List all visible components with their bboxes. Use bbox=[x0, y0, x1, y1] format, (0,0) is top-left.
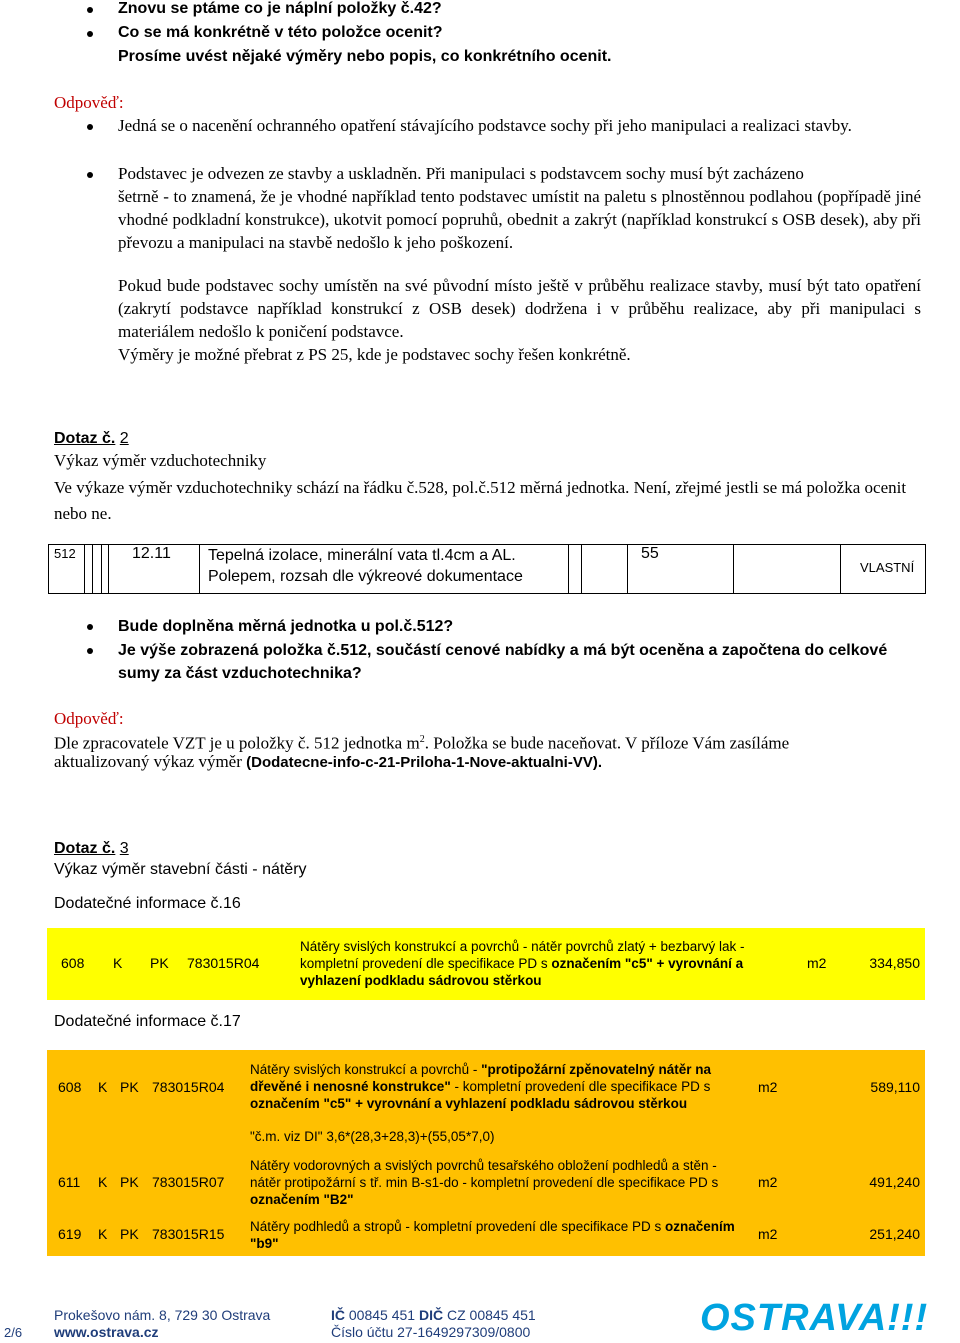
row-unit: m2 bbox=[758, 1174, 778, 1190]
row-number: 611 bbox=[58, 1174, 81, 1190]
bullet-icon bbox=[87, 31, 93, 37]
row-category: PK bbox=[150, 955, 169, 971]
row-number: 619 bbox=[58, 1226, 82, 1242]
footer-account: Číslo účtu 27-1649297309/0800 bbox=[331, 1324, 531, 1340]
answer-paragraph: Jedná se o nacenění ochranného opatření stávajícího podstavce sochy při jeho manipulaci a realizaci stavby. bbox=[118, 116, 852, 135]
row-number: 608 bbox=[61, 955, 85, 971]
row-category: PK bbox=[120, 1174, 139, 1190]
formula-note: "č.m. viz DI" 3,6*(28,3+28,3)+(55,05*7,0) bbox=[250, 1129, 495, 1144]
row-code: 783015R07 bbox=[152, 1174, 225, 1190]
row-number: 608 bbox=[58, 1079, 82, 1095]
question-item: Je výše zobrazená položka č.512, součástí cenové nabídky a má být oceněna a započtena do celkové sumy za část vzduchotechnika? bbox=[118, 642, 888, 682]
answer-paragraph: Pokud bude podstavec sochy umístěn na své původní místo ještě v průběhu realizace stavby, musí být tato opatření (zakrytí podstavce například konstrukcí z OSB desek) dodržena i v průběhu realizace, aby při manipulaci s materiálem nedošlo k poničení podstavce. bbox=[118, 276, 921, 341]
row-unit: m2 bbox=[758, 1226, 778, 1242]
row-type: K bbox=[113, 955, 123, 971]
question-title: Dotaz č. 2 bbox=[54, 430, 129, 447]
bullet-icon bbox=[87, 624, 93, 630]
question-item: Co se má konkrétně v této položce ocenit? bbox=[118, 24, 443, 41]
table-cell-supplier: VLASTNÍ bbox=[860, 560, 915, 575]
row-description: Nátěry vodorovných a svislých povrchů tesařského obložení podhledů a stěn - nátěr protipožární s tř. min B-s1-do - kompletní provedení dle specifikace PD s označením "B2" bbox=[250, 1158, 719, 1207]
table-cell-quantity: 55 bbox=[641, 545, 659, 562]
bullet-icon bbox=[87, 7, 93, 13]
row-value: 491,240 bbox=[869, 1174, 920, 1190]
row-description: Nátěry podhledů a stropů - kompletní provedení dle specifikace PD s označením "b9" bbox=[250, 1219, 735, 1251]
bullet-icon bbox=[87, 172, 93, 178]
answer-paragraph: šetrně - to znamená, že je vhodné například tento podstavec umístit na paletu s plnostěnnou podlahou (popřípadě jiné vhodné podkladní konstrukce), ukotvit pomocí popruhů, obednit a zakrýt (například konstrukcí s OSB desek), aby při převozu a manipulaci na stavbě nedošlo k jeho poškození. bbox=[118, 187, 921, 252]
footer-web-link[interactable]: www.ostrava.cz bbox=[54, 1324, 159, 1340]
row-value: 589,110 bbox=[870, 1079, 920, 1095]
question-item: Znovu se ptáme co je náplní položky č.42? bbox=[118, 0, 442, 17]
row-code: 783015R04 bbox=[187, 955, 260, 971]
question-text: Ve výkaze výměr vzduchotechniky schází na řádku č.528, pol.č.512 měrná jednotka. Není, zřejmé jestli se má položka ocenit nebo ne. bbox=[54, 478, 907, 523]
row-unit: m2 bbox=[758, 1079, 778, 1095]
row-description: Nátěry svislých konstrukcí a povrchů - "protipožární zpěnovatelný nátěr na dřevěné i nenosné konstrukce" - kompletní provedení dle specifikace PD s označením "c5" + vyrovnání a vyhlazení podkladu sádrovou stěrkou bbox=[250, 1062, 712, 1111]
table-cell-description: Tepelná izolace, minerální vata tl.4cm a AL. Polepem, rozsah dle výkreové dokumentace bbox=[208, 547, 523, 585]
footer-ids: IČ 00845 451 DIČ CZ 00845 451 bbox=[331, 1307, 536, 1323]
question-item: Prosíme uvést nějaké výměry nebo popis, co konkrétního ocenit. bbox=[118, 48, 612, 65]
answer-paragraph: Výměry je možné přebrat z PS 25, kde je podstavec sochy řešen konkrétně. bbox=[118, 345, 631, 364]
row-code: 783015R04 bbox=[152, 1079, 225, 1095]
row-code: 783015R15 bbox=[152, 1226, 225, 1242]
row-category: PK bbox=[120, 1079, 139, 1095]
page-number: 2/6 bbox=[4, 1325, 23, 1340]
row-value: 251,240 bbox=[869, 1226, 920, 1242]
answer-heading: Odpověď: bbox=[54, 93, 124, 112]
info-heading: Dodatečné informace č.17 bbox=[54, 1013, 241, 1030]
question-title: Dotaz č. 3 bbox=[54, 840, 129, 857]
row-type: K bbox=[98, 1079, 108, 1095]
ostrava-logo: OSTRAVA!!! bbox=[700, 1297, 929, 1339]
row-value: 334,850 bbox=[869, 955, 920, 971]
footer-address: Prokešovo nám. 8, 729 30 Ostrava bbox=[54, 1307, 271, 1323]
row-unit: m2 bbox=[807, 955, 827, 971]
table-cell-code: 12.11 bbox=[132, 545, 171, 562]
row-type: K bbox=[98, 1226, 108, 1242]
bullet-icon bbox=[87, 648, 93, 654]
answer-text: Dle zpracovatele VZT je u položky č. 512 jednotka $m^2$. Položka se bude naceňovat. V příloze Vám zasíláme bbox=[54, 733, 790, 753]
answer-paragraph-line: Podstavec je odvezen ze stavby a uskladněn. Při manipulaci s podstavcem sochy musí být zacházeno bbox=[118, 164, 804, 183]
row-category: PK bbox=[120, 1226, 139, 1242]
question-item: Bude doplněna měrná jednotka u pol.č.512? bbox=[118, 618, 454, 635]
answer-heading: Odpověď: bbox=[54, 709, 124, 728]
answer-text: aktualizovaný výkaz výměr (Dodatecne-info-c-21-Priloha-1-Nove-aktualni-VV). bbox=[54, 752, 603, 771]
question-subtitle: Výkaz výměr vzduchotechniky bbox=[54, 451, 267, 470]
question-subtitle: Výkaz výměr stavební části - nátěry bbox=[54, 861, 307, 878]
info-heading: Dodatečné informace č.16 bbox=[54, 895, 241, 912]
bullet-icon bbox=[87, 124, 93, 130]
table-cell-row-number: 512 bbox=[54, 546, 76, 561]
row-description: Nátěry svislých konstrukcí a povrchů - nátěr povrchů zlatý + bezbarvý lak - kompletní provedení dle specifikace PD s označením "c5" + vyrovnání a vyhlazení podkladu sádrovou stěrkou bbox=[300, 939, 745, 988]
row-type: K bbox=[98, 1174, 108, 1190]
